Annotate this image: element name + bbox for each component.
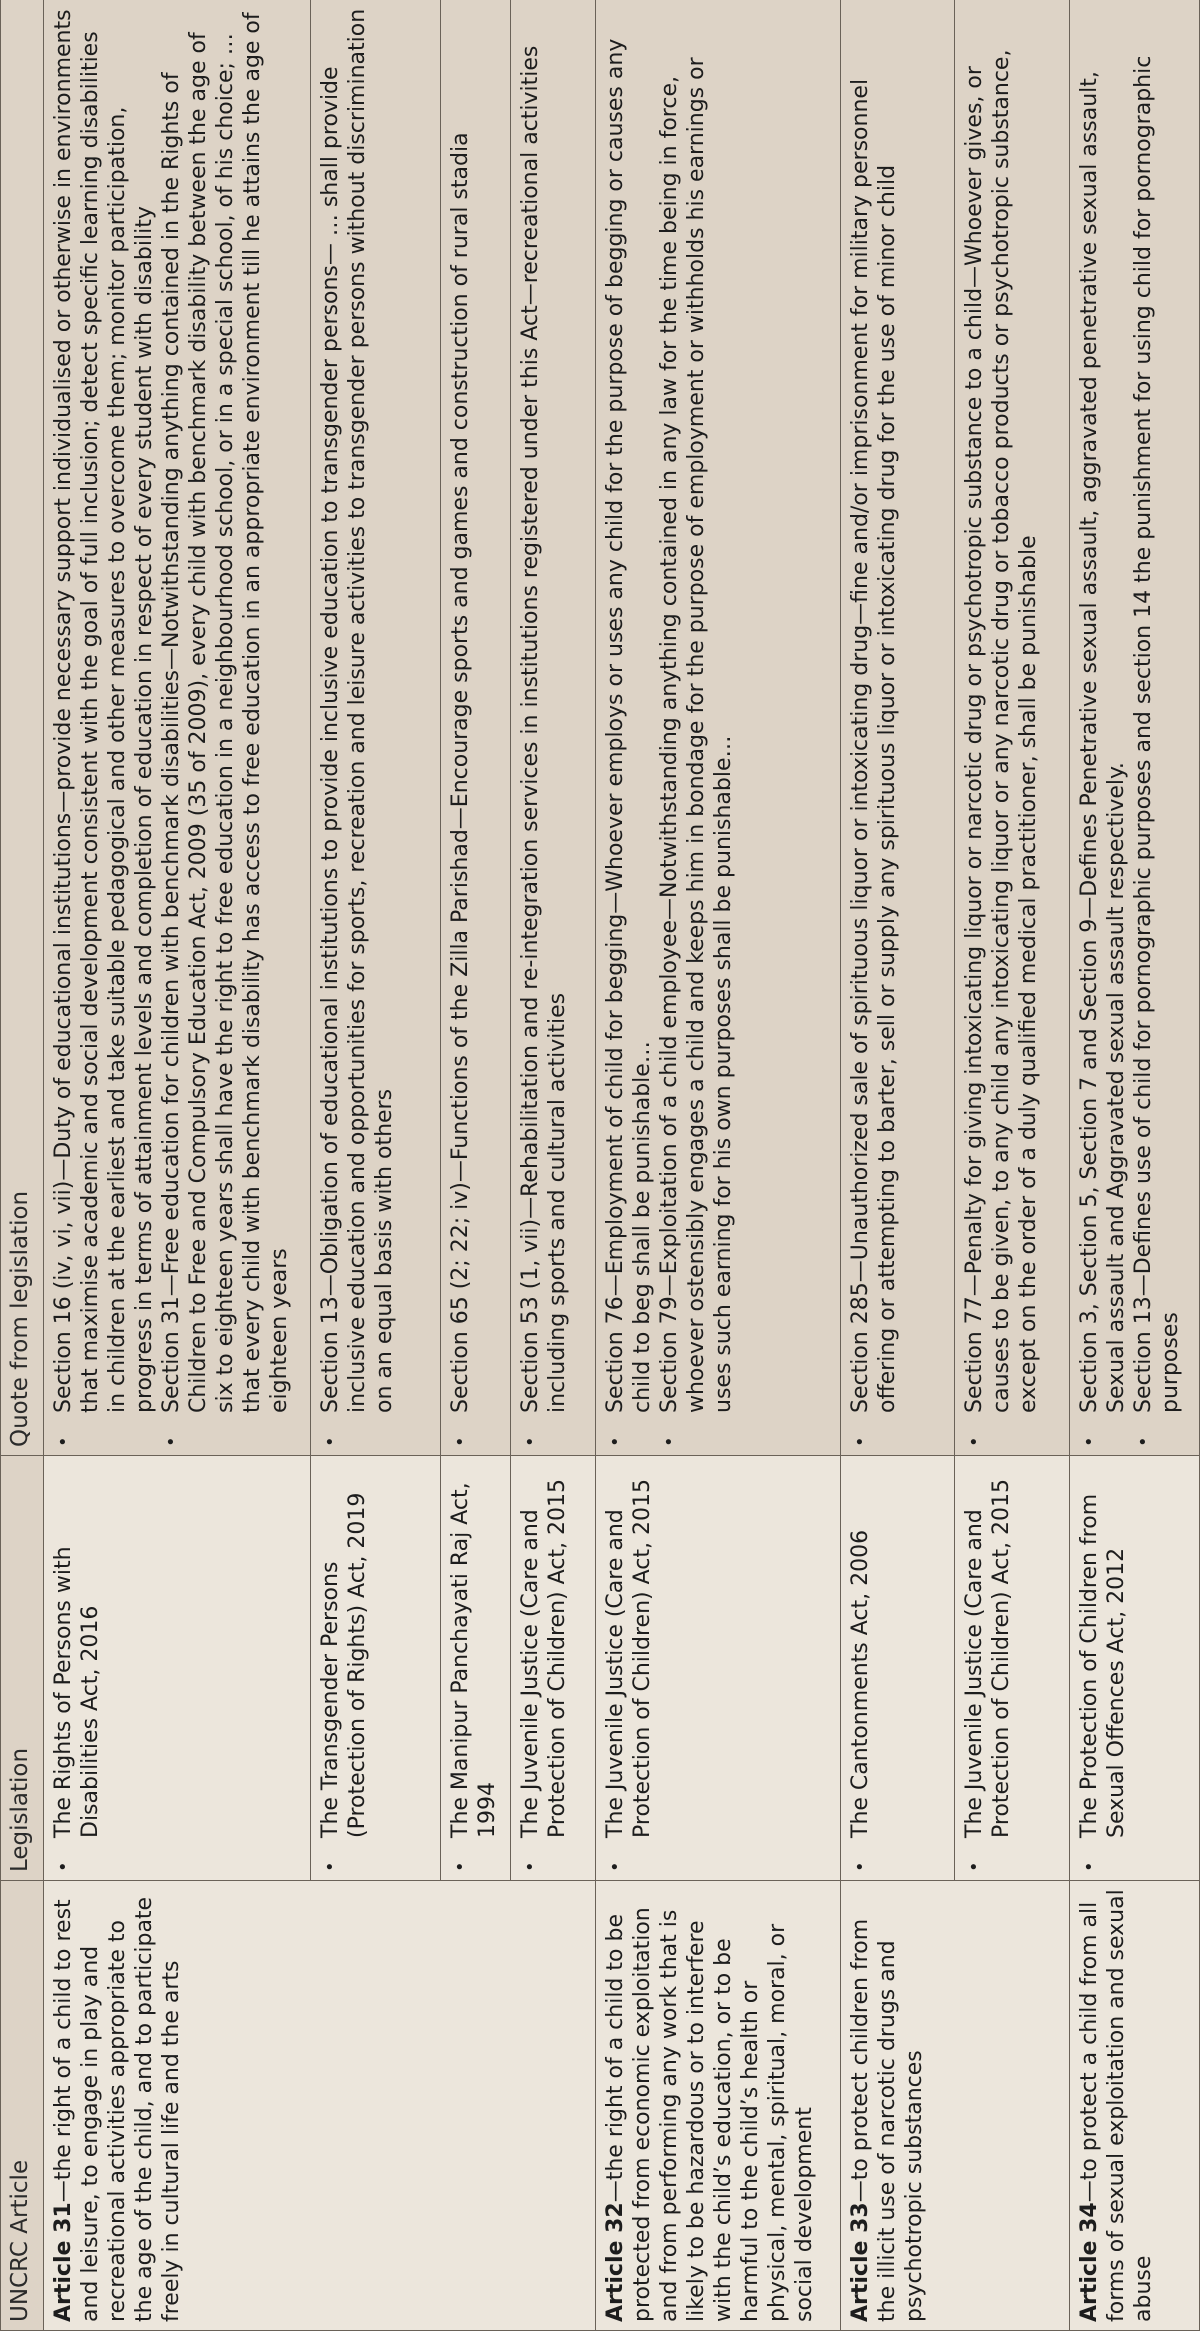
table-row (595, 0, 840, 2331)
legislation-cell (1069, 1456, 1199, 1881)
table-header-row (1, 0, 44, 2331)
bullet-icon: • (53, 1436, 74, 1447)
quote-cell (310, 0, 440, 1456)
bullet-icon: • (1078, 1436, 1100, 1447)
quote-text: Section 285—Unauthorized sale of spirituous liquor or intoxicating drug—fine and/or imprisonment for military personnel offering or attempting to barter, sell or supply any spirituous liquor or intoxicating drug for the use of minor child (847, 78, 900, 1413)
article-text: —the right of a child to rest and leisure, to engage in play and recreational activities appropriate to the age of the child, and to participate freely in cultural life and the arts (51, 1896, 184, 2322)
article-33-cell (840, 1881, 1069, 2331)
quote-cell (1069, 0, 1199, 1456)
header-uncrc-article: UNCRC Article (1, 1881, 44, 2331)
bullet-icon: • (53, 1861, 74, 1872)
bullet-icon: • (1132, 1436, 1154, 1447)
legislation-name: The Transgender Persons (Protection of Rights) Act, 2019 (317, 1492, 370, 1838)
quote-cell (510, 0, 595, 1456)
quote-text: Section 76—Employment of child for begging—Whoever employs or uses any child for the purpose of begging or causes any child to beg shall be punishable… (602, 38, 655, 1413)
bullet-icon: • (449, 1861, 471, 1872)
quote-text: Section 77—Penalty for giving intoxicating liquor or narcotic drug or psychotropic substance to a child—Whoever gives, or causes to be given, to any child any intoxicating liquor or any narcotic drug or tobacco products or psychotropic substance, except on the order of a duly qualified medical practitioner, shall be punishable (962, 49, 1042, 1413)
bullet-icon: • (964, 1436, 986, 1447)
table-row (1069, 0, 1199, 2331)
legislation-cell (310, 1456, 440, 1881)
legislation-name: The Juvenile Justice (Care and Protection of Children) Act, 2015 (602, 1479, 655, 1838)
quote-text: Section 13—Defines use of child for pornographic purposes and section 14 the punishment for using child for pornographic purposes (1130, 55, 1183, 1413)
quote-text: Section 3, Section 5, Section 7 and Section 9—Defines Penetrative sexual assault, aggravated penetrative sexual assault, Sexual assault and Aggravated sexual assault respectively. (1076, 71, 1129, 1413)
article-34-cell (1069, 1881, 1199, 2331)
table-row (44, 0, 311, 2331)
bullet-icon: • (1078, 1861, 1100, 1872)
bullet-icon: • (849, 1436, 871, 1447)
article-title: Article 33 (847, 2202, 873, 2322)
quote-cell (955, 0, 1070, 1456)
quote-cell (440, 0, 510, 1456)
header-legislation: Legislation (1, 1456, 44, 1881)
article-title: Article 32 (602, 2202, 628, 2322)
bullet-icon: • (658, 1436, 680, 1447)
quote-cell (44, 0, 311, 1456)
bullet-icon: • (519, 1436, 541, 1447)
bullet-icon: • (519, 1861, 541, 1872)
legislation-name: The Protection of Children from Sexual Offences Act, 2012 (1076, 1493, 1129, 1838)
legislation-name: The Juvenile Justice (Care and Protection of Children) Act, 2015 (962, 1479, 1015, 1838)
table-row (840, 0, 955, 2331)
legislation-cell (510, 1456, 595, 1881)
article-31-cell (44, 1881, 596, 2331)
quote-text: Section 65 (2; 22; iv)—Functions of the Zilla Parishad—Encourage sports and games and construction of rural stadia (447, 132, 473, 1413)
article-32-cell (595, 1881, 840, 2331)
legislation-cell (440, 1456, 510, 1881)
quote-text: Section 53 (1, vii)—Rehabilitation and re-integration services in institutions registered under this Act—recreational activities including sports and cultural activities (517, 45, 570, 1413)
bullet-icon: • (449, 1436, 471, 1447)
legislation-cell (955, 1456, 1070, 1881)
legislation-name: The Manipur Panchayati Raj Act, 1994 (447, 1482, 500, 1838)
bullet-icon: • (319, 1436, 341, 1447)
bullet-icon: • (964, 1861, 986, 1872)
header-quote: Quote from legislation (1, 0, 44, 1456)
quote-cell (840, 0, 955, 1456)
article-title: Article 31 (51, 2202, 76, 2322)
article-text: —to protect a child from all forms of sexual exploitation and sexual abuse (1076, 1889, 1156, 2322)
bullet-icon: • (319, 1861, 341, 1872)
quote-text: Section 31—Free education for children with benchmark disabilities—Notwithstanding anything contained in the Rights of Children to Free and Compulsory Education Act, 2009 (35 of 2009), every child with benchmark disability between the age of six to eighteen years shall have the right to free education in a neighbourhood school, or in a special school, of his choice; … that every child with benchmark disability has access to free education in an appropriate environment till he attains the age of eighteen years (159, 12, 292, 1413)
legislation-name: The Juvenile Justice (Care and Protection of Children) Act, 2015 (517, 1479, 570, 1838)
article-title: Article 34 (1076, 2202, 1102, 2322)
bullet-icon: • (604, 1861, 626, 1872)
quote-text: Section 79—Exploitation of a child employee—Notwithstanding anything contained in any law for the time being in force, whoever ostensibly engages a child and keeps him in bondage for the purpose of employment or withholds his earnings or uses such earning for his own purposes shall be punishable… (656, 57, 736, 1413)
bullet-icon: • (604, 1436, 626, 1447)
legislation-cell (44, 1456, 311, 1881)
quote-text: Section 16 (iv, vi, vii)—Duty of educational institutions—provide necessary support individualised or otherwise in environments that maximise academic and social development consistent with the goal of full inclusion; detect specific learning disabilities in children at the earliest and take suitable pedagogical and other measures to overcome them; monitor participation, progress in terms of attainment levels and completion of education in respect of every student with disability (51, 9, 157, 1413)
article-text: —the right of a child to be protected from economic exploitation and from performing any work that is likely to be hazardous or to interfere with the child’s education, or to be harmful to the child’s health or physical, mental, spiritual, moral, or social development (602, 1907, 817, 2322)
legislation-name: The Rights of Persons with Disabilities Act, 2016 (51, 1546, 103, 1838)
quote-cell (595, 0, 840, 1456)
article-text: —to protect children from the illicit use of narcotic drugs and psychotropic substances (847, 1918, 927, 2322)
quote-text: Section 13—Obligation of educational institutions to provide inclusive education to transgender persons— … shall provide inclusive education and opportunities for sports, recreation and leisure activities to transgender persons without discrimination on an equal basis with others (317, 8, 397, 1413)
legislation-cell (595, 1456, 840, 1881)
bullet-icon: • (161, 1436, 182, 1447)
legislation-name: The Cantonments Act, 2006 (847, 1529, 873, 1838)
legislation-cell (840, 1456, 955, 1881)
bullet-icon: • (849, 1861, 871, 1872)
